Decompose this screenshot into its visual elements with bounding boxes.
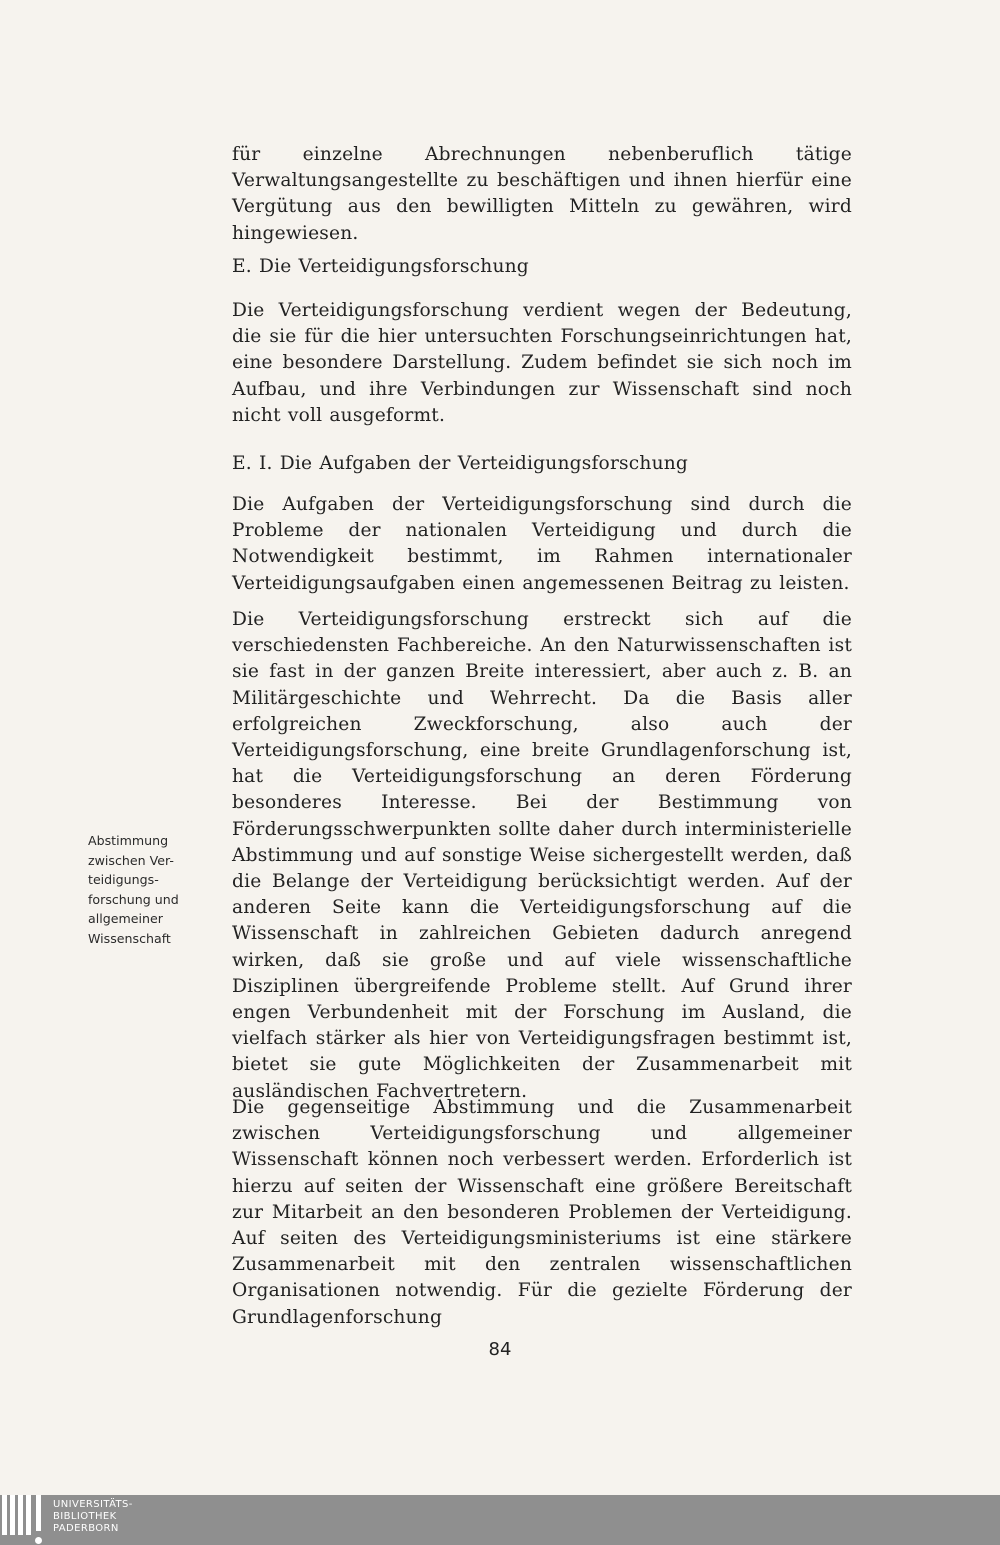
section-ei-paragraph-1 xyxy=(232,492,852,597)
library-bars-icon xyxy=(0,1495,48,1545)
page-number: 84 xyxy=(488,1339,512,1360)
paragraph-text: Die gegenseitige Abstimmung und die Zusammenarbeit zwischen Verteidigungsforschung und allgemeiner Wissenschaft können noch verbessert werden. Erforderlich ist hierzu auf seiten der Wissenschaft eine größere Bereitschaft zur Mitarbeit an den besonderen Problemen der Verteidigung. Auf seiten des Verteidigungsministeriums ist eine stärkere Zusammenarbeit mit den zentralen wissenschaftlichen Organisationen notwendig. Für die gezielte Förderung der Grundlagenforschung xyxy=(232,1097,852,1328)
section-ei-paragraph-2 xyxy=(232,607,852,1105)
paragraph-text: Die Verteidigungsforschung erstreckt sich auf die verschiedensten Fachbereiche. An den Naturwissenschaften ist sie fast in der ganzen Breite interessiert, aber auch z. B. an Militärgeschichte und Wehrrecht. Da die Basis aller erfolgreichen Zweckforschung, also auch der Verteidigungsforschung, eine breite Grundlagenforschung ist, hat die Verteidigungsforschung an deren Förderung besonderes Interesse. Bei der Bestimmung von Förderungsschwerpunkten sollte daher durch interministerielle Abstimmung und auf sonstige Weise sichergestellt werden, daß die Belange der Verteidigung berücksichtigt werden. Auf der anderen Seite kann die Verteidigungsforschung auf die Wissenschaft in zahlreichen Gebieten dadurch anregend wirken, daß sie große und auf viele wissenschaftliche Disziplinen übergreifende Probleme stellt. Auf Grund ihrer engen Verbundenheit mit der Forschung im Ausland, die vielfach stärker als hier von Verteidigungsfragen bestimmt ist, bietet sie gute Möglichkeiten der Zusammenarbeit mit ausländischen Fachvertretern. xyxy=(232,609,852,1102)
heading-text: E. Die Verteidigungsforschung xyxy=(232,256,529,277)
section-e-heading xyxy=(232,254,852,280)
logo-line: BIBLIOTHEK xyxy=(53,1511,117,1522)
margin-note-line: zwischen Ver- xyxy=(88,852,174,868)
section-ei-paragraph-3 xyxy=(232,1095,852,1331)
logo-line: UNIVERSITÄTS- xyxy=(53,1499,133,1510)
margin-note-line: teidigungs- xyxy=(88,872,159,887)
margin-note-line: Wissenschaft xyxy=(88,930,171,946)
margin-note-line: Abstimmung xyxy=(88,833,169,848)
heading-text: E. I. Die Aufgaben der Verteidigungsforschung xyxy=(232,453,689,474)
section-ei-heading xyxy=(232,451,852,477)
margin-note-line: allgemeiner xyxy=(88,911,163,926)
margin-note-line: forschung und xyxy=(88,891,179,907)
library-footer xyxy=(0,1495,1000,1545)
paragraph-text: für einzelne Abrechnungen nebenberuflich tätige Verwaltungsangestellte zu beschäftigen und ihnen hierfür eine Vergütung aus den bewilligten Mitteln zu gewähren, wird hingewiesen. xyxy=(232,144,852,244)
paragraph-text: Die Verteidigungsforschung verdient wegen der Bedeutung, die sie für die hier untersuchten Forschungseinrichtungen hat, eine besondere Darstellung. Zudem befindet sie sich noch im Aufbau, und ihre Verbindungen zur Wissenschaft sind noch nicht voll ausgeformt. xyxy=(232,300,852,426)
section-e-paragraph xyxy=(232,298,852,429)
intro-paragraph xyxy=(232,142,852,247)
margin-note xyxy=(88,831,198,948)
library-logo-text xyxy=(53,1499,133,1535)
paragraph-text: Die Aufgaben der Verteidigungsforschung sind durch die Probleme der nationalen Verteidigung und durch die Notwendigkeit bestimmt, im Rahmen internationaler Verteidigungsaufgaben einen angemessenen Beitrag zu leisten. xyxy=(232,494,852,594)
logo-line: PADERBORN xyxy=(53,1523,119,1534)
